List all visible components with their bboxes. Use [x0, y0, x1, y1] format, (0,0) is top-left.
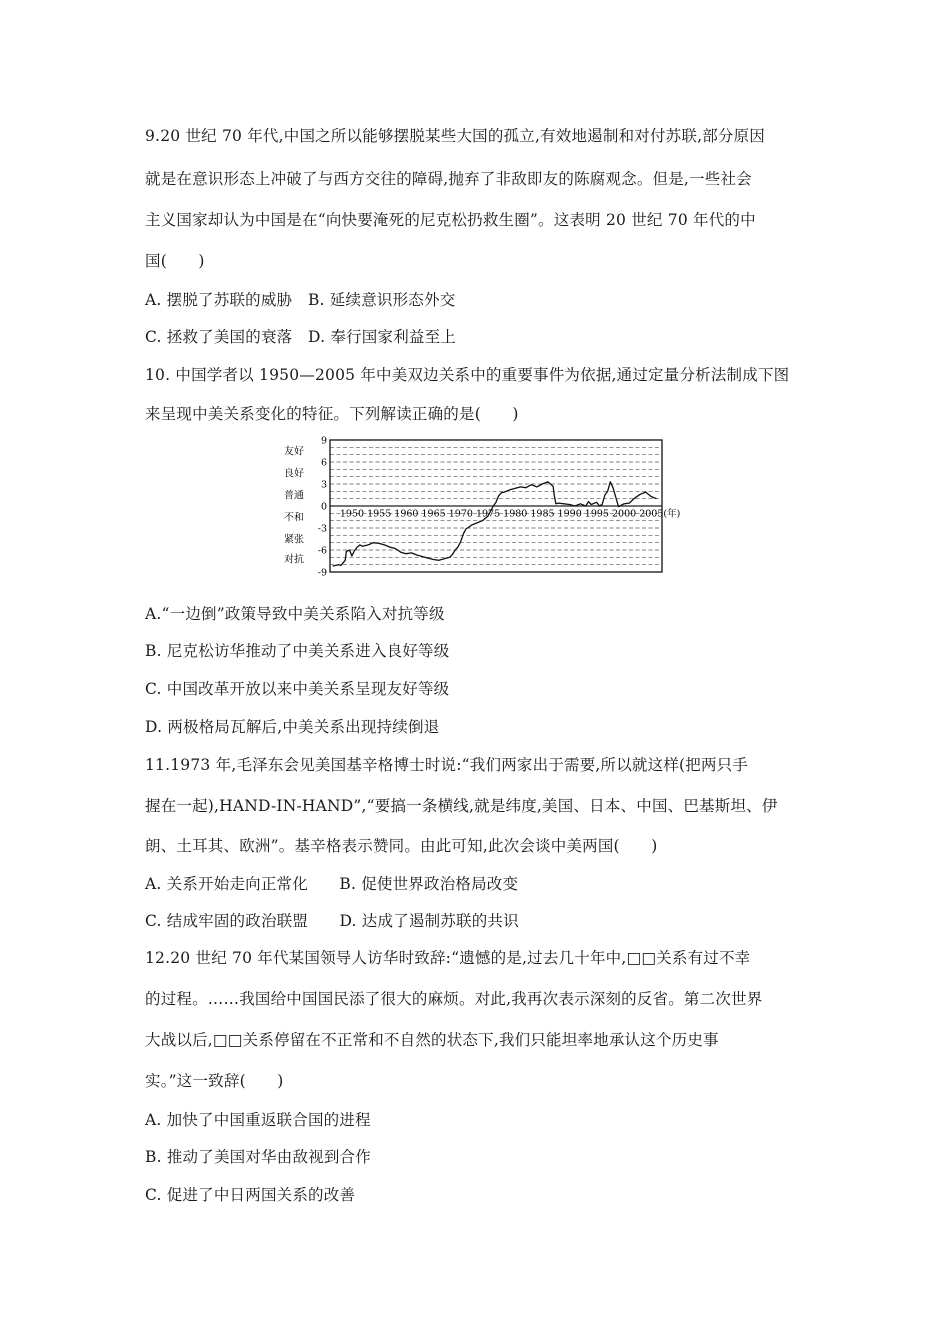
- q12-line-1: 12.20 世纪 70 年代某国领导人访华时致辞:“遗憾的是,过去几十年中,□□关系有过不幸: [145, 949, 751, 967]
- chart-category-label: 良好: [284, 468, 304, 480]
- q9-option-cd: C. 拯救了美国的衰落 D. 奉行国家利益至上: [145, 328, 456, 346]
- q12-line-2: 的过程。……我国给中国国民添了很大的麻烦。对此,我再次表示深刻的反省。第二次世界: [145, 990, 763, 1008]
- q10-option-b: B. 尼克松访华推动了中美关系进入良好等级: [145, 642, 450, 660]
- chart-x-tick-label: 1955: [367, 508, 392, 520]
- chart-y-tick-label: -9: [317, 567, 327, 579]
- chart-y-tick-label: 9: [320, 435, 327, 447]
- chart-x-tick-label: 1995: [584, 508, 609, 520]
- q9-option-ab: A. 摆脱了苏联的威胁 B. 延续意识形态外交: [145, 291, 456, 309]
- us-china-relations-chart: [282, 434, 681, 582]
- q11-line-3: 朗、土耳其、欧洲”。基辛格表示赞同。由此可知,此次会谈中美两国( ): [145, 837, 658, 855]
- chart-x-tick-label: 1980: [503, 508, 528, 520]
- q10-option-c: C. 中国改革开放以来中美关系呈现友好等级: [145, 680, 450, 698]
- q11-line-2: 握在一起),HAND-IN-HAND”,“要搞一条横线,就是纬度,美国、日本、中国、巴基斯坦、伊: [145, 797, 778, 815]
- chart-y-tick-label: -6: [317, 545, 327, 557]
- chart-x-tick-labels: [340, 508, 680, 520]
- q12-line-3: 大战以后,□□关系停留在不正常和不自然的状态下,我们只能坦率地承认这个历史事: [145, 1031, 719, 1049]
- chart-x-tick-label: 1960: [394, 508, 419, 520]
- q12-option-b: B. 推动了美国对华由敌视到合作: [145, 1148, 371, 1166]
- chart-x-tick-label: 1970: [448, 508, 473, 520]
- q9-line-1: 9.20 世纪 70 年代,中国之所以能够摆脱某些大国的孤立,有效地遏制和对付苏联,部分原因: [145, 127, 765, 145]
- q10-option-a: A.“一边倒”政策导致中美关系陷入对抗等级: [145, 605, 445, 623]
- chart-x-tick-label: 2000: [612, 508, 637, 520]
- q10-line-1: 10. 中国学者以 1950—2005 年中美双边关系中的重要事件为依据,通过定量分析法制成下图: [145, 366, 790, 384]
- q11-line-1: 11.1973 年,毛泽东会见美国基辛格博士时说:“我们两家出于需要,所以就这样(把两只手: [145, 756, 749, 774]
- q10-option-d: D. 两极格局瓦解后,中美关系出现持续倒退: [145, 718, 440, 736]
- chart-x-tick-label: 1990: [557, 508, 582, 520]
- chart-x-tick-label: 1950: [339, 508, 365, 520]
- q11-option-ab: A. 关系开始走向正常化 B. 促使世界政治格局改变: [145, 875, 519, 893]
- q12-option-c: C. 促进了中日两国关系的改善: [145, 1186, 356, 1204]
- chart-svg: [282, 434, 681, 582]
- chart-x-tick-label: 2005(年): [639, 508, 681, 520]
- chart-frame: [330, 440, 662, 572]
- q12-option-a: A. 加快了中国重返联合国的进程: [145, 1111, 371, 1129]
- chart-category-label: 不和: [284, 512, 304, 524]
- chart-y-category-labels: [284, 445, 304, 566]
- chart-category-label: 紧张: [284, 534, 304, 546]
- q9-line-4: 国( ): [145, 252, 205, 270]
- q9-line-2: 就是在意识形态上冲破了与西方交往的障碍,抛弃了非敌即友的陈腐观念。但是,一些社会: [145, 170, 752, 188]
- chart-y-tick-label: 0: [320, 501, 327, 513]
- q12-line-4: 实。”这一致辞( ): [145, 1072, 284, 1090]
- chart-category-label: 对抗: [284, 554, 304, 566]
- q11-option-cd: C. 结成牢固的政治联盟 D. 达成了遏制苏联的共识: [145, 912, 519, 930]
- chart-category-label: 友好: [284, 446, 304, 458]
- chart-category-label: 普通: [284, 490, 304, 502]
- chart-y-tick-label: 3: [320, 479, 327, 491]
- chart-series-line-group: [333, 482, 657, 566]
- chart-y-tick-labels: [318, 436, 327, 579]
- chart-x-tick-label: 1985: [530, 508, 555, 520]
- chart-x-tick-label: 1965: [421, 508, 446, 520]
- chart-x-tick-label: 1975: [475, 508, 501, 520]
- chart-y-tick-label: -3: [317, 523, 327, 535]
- q9-line-3: 主义国家却认为中国是在“向快要淹死的尼克松扔救生圈”。这表明 20 世纪 70 年代的中: [145, 211, 756, 229]
- q10-line-2: 来呈现中美关系变化的特征。下列解读正确的是( ): [145, 405, 519, 423]
- chart-series-line: [333, 482, 657, 566]
- chart-y-tick-label: 6: [320, 457, 327, 469]
